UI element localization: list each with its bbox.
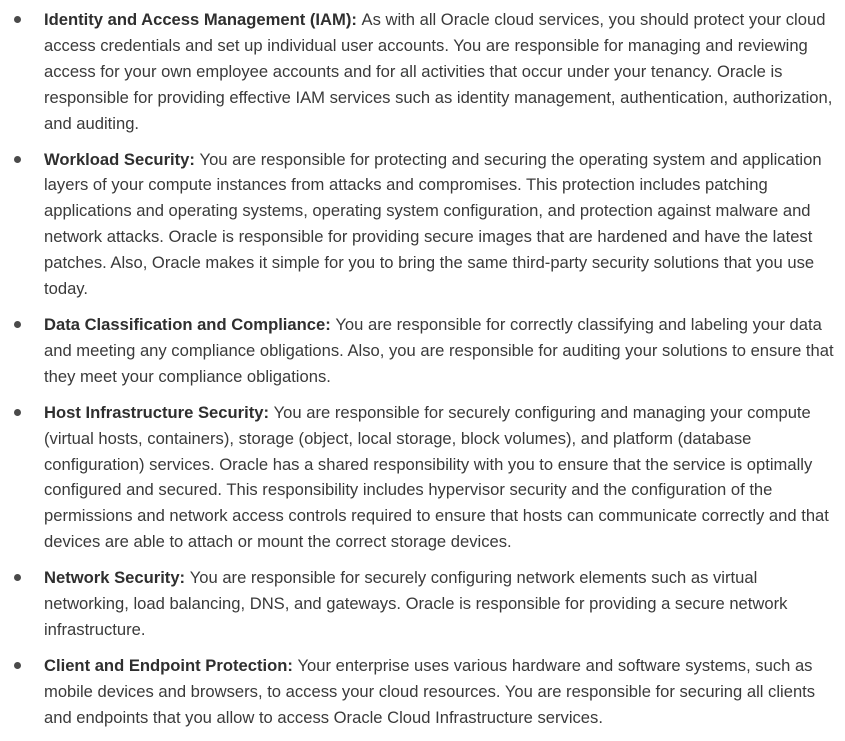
item-term: Identity and Access Management (IAM): [44,10,362,29]
list-item-host-infrastructure [0,400,835,555]
item-description: You are responsible for protecting and securing the operating system and application layers of your compute instances from attacks and compromises. This protection includes patching applications and operating systems, operating system configuration, and protection against malware and network attacks. Oracle is responsible for providing secure images that are hardened and have the latest patches. Also, Oracle makes it simple for you to bring the same third-party security solutions that you use today. [44,149,822,299]
bullet-icon [14,16,21,23]
list-item-data-classification [0,312,835,390]
item-term: Client and Endpoint Protection: [44,655,298,675]
responsibility-list [0,7,835,731]
item-term: Host Infrastructure Security: [44,402,274,422]
list-item-workload-security [0,147,835,302]
item-description: You are responsible for securely configuring and managing your compute (virtual hosts, containers), storage (object, local storage, block volumes), and platform (database configuration) services. Oracle has a shared responsibility with you to ensure that the service is optimally configured and secured. This responsibility includes hypervisor security and the configuration of the permissions and network access controls required to ensure that hosts can communicate correctly and that devices are able to attach or mount the correct storage devices. [44,402,829,552]
item-term: Workload Security: [44,149,200,169]
bullet-icon [14,662,21,669]
list-item-client-endpoint [0,653,835,731]
item-description: Your enterprise uses various hardware and software systems, such as mobile devices and browsers, to access your cloud resources. You are responsible for securing all clients and endpoints that you allow to access Oracle Cloud Infrastructure services. [44,655,816,727]
list-item-iam [0,7,835,137]
item-description: You are responsible for securely configuring network elements such as virtual networking, load balancing, DNS, and gateways. Oracle is responsible for providing a secure network infrastructure. [44,568,788,639]
item-term: Network Security: [44,568,190,588]
bullet-icon [14,321,21,328]
bullet-icon [14,409,21,416]
item-description: You are responsible for correctly classifying and labeling your data and meeting any compliance obligations. Also, you are responsible for auditing your solutions to ensure that they meet your compliance obligations. [44,314,834,386]
bullet-icon [14,156,21,163]
item-description: As with all Oracle cloud services, you should protect your cloud access credentials and set up individual user accounts. You are responsible for managing and reviewing access for your own employee accounts and for all activities that occur under your tenancy. Oracle is responsible for providing effective IAM services such as identity management, authentication, authorization, and auditing. [44,10,833,133]
bullet-icon [14,574,21,581]
item-term: Data Classification and Compliance: [44,314,336,334]
list-item-network-security [0,565,835,643]
